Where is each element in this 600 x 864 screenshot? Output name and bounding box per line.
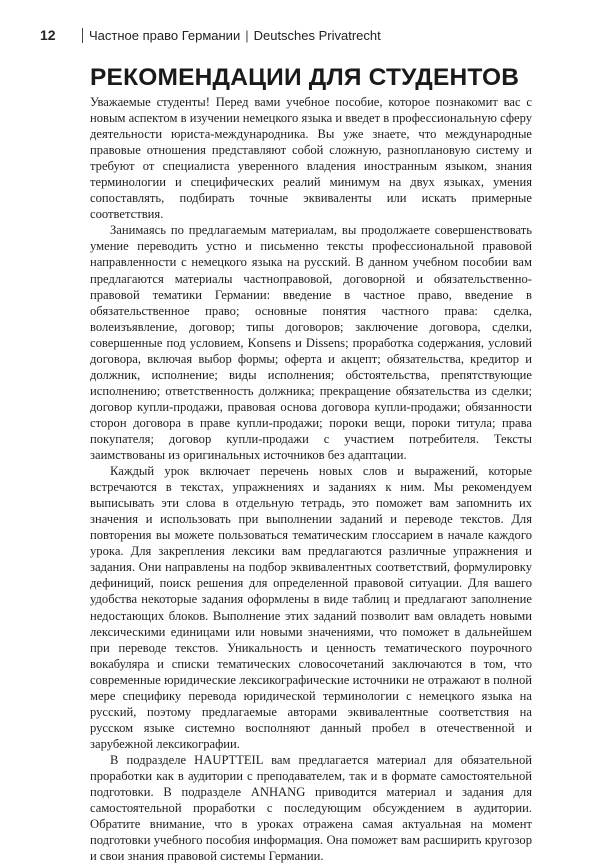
running-header — [40, 25, 580, 45]
paragraph-sections: В подразделе HAUPTTEIL вам предлагается материал для обязательной проработки как в аудитории с преподавателем, так и в формате самостоятельной подготовки. В подразделе ANHANG приводится материал и задания для самостоятельной проработки с последующим обсуждением в аудитории. Обратите внимание, что в уроках отражена самая актуальная на момент подготовки учебного пособия информация. Она поможет вам расширить кругозор и свои знания правовой системы Германии. — [90, 752, 532, 864]
header-divider — [82, 28, 83, 43]
title-separator: | — [245, 27, 249, 43]
section-title: РЕКОМЕНДАЦИИ ДЛЯ СТУДЕНТОВ — [90, 64, 520, 91]
paragraph-intro: Уважаемые студенты! Перед вами учебное пособие, которое познакомит вас с новым аспектом в изучении немецкого языка и введет в профессиональную сферу деятельности юриста-международника. Вы уже знаете, что международные правовые отношения представляют собой сложную, разноплановую систему и требуют от специалиста уверенного владения иностранным языком, знания терминологии и специфических реалий минимум на двух языках, умения сопоставлять, подбирать точные эквиваленты или искать примерные соответствия. — [90, 95, 532, 222]
book-title — [89, 28, 381, 43]
page-number: 12 — [40, 27, 56, 43]
book-title-ru: Частное право Германии — [89, 27, 241, 43]
book-title-de: Deutsches Privatrecht — [253, 27, 381, 43]
body-text — [90, 94, 532, 864]
paragraph-lessons: Каждый урок включает перечень новых слов и выражений, которые встречаются в текстах, упражнениях и заданиях к ним. Мы рекомендуем выписывать эти слова в отдельную тетрадь, это поможет вам запомнить их значения и использовать при выполнении заданий и переводе текстов. Для повторения вы можете пользоваться тематическим глоссарием в начале каждого урока. Для закрепления лексики вам предлагаются различные упражнения и задания. Они направлены на подбор эквивалентных соответствий, формулировку дефиниций, поиск решения для определенной правовой ситуации. Для вашего удобства некоторые задания оформлены в виде таблиц и предлагают заполнение недостающих блоков. Выполнение этих заданий позволит вам овладеть новыми лексическими единицами или новыми значениями, что поможет в дальнейшем при переводе текстов. Уникальность и ценность тематического поурочного вокабуляра и списки тематических словосочетаний заключаются в том, что современные юридические лексикографические источники не отражают в полной мере специфику перевода юридической терминологии с немецкого языка на русский, поэтому предлагаемые авторами эквивалентные соответствия на русском языке системно восполняют данный пробел в отечественной и зарубежной лексикографии. — [90, 464, 532, 751]
paragraph-materials: Занимаясь по предлагаемым материалам, вы продолжаете совершенствовать умение переводить устно и письменно тексты профессиональной правовой направленности с немецкого языка на русский. В данном учебном пособии вам предлагаются материалы частноправовой, договорной и обязательственно-правовой тематики Германии: введение в частное право, введение в обязательственное право; основные понятия частного права: сделка, волеизъявление, договор; типы договоров; заключение договора, сделки, совершенные под условием, Konsens и Dissens; проработка содержания, условий договора, включая выбор формы; оферта и акцепт; обязательства, кредитор и должник, исполнение; виды исполнения; обстоятельства, препятствующие исполнению; ответственность должника; прекращение обязательства из сделки; договор купли-продажи, правовая основа договора купли-продажи; обязанности сторон договора в праве купли-продажи; пороки вещи, пороки титула; права покупателя; договор купли-продажи с участием потребителя. Тексты заимствованы из оригинальных источников без адаптации. — [90, 223, 532, 463]
